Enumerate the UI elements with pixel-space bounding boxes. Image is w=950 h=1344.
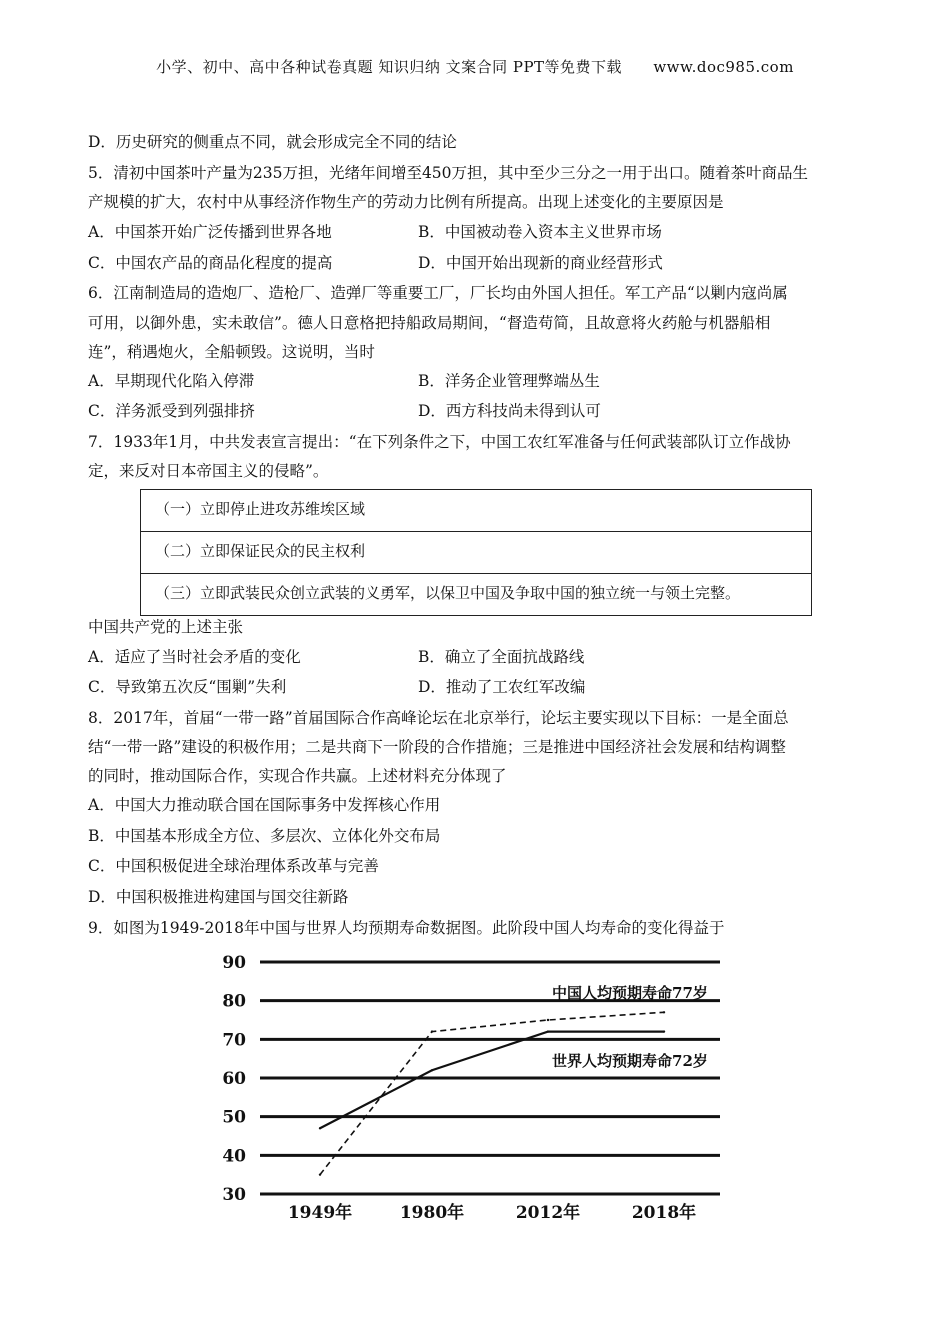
y-tick-label: 40 [222,1146,246,1167]
q5-stem-line2: 产规模的扩大，农村中从事经济作物生产的劳动力比例有所提高。出现上述变化的主要原因是 [88,193,724,211]
life-expectancy-chart [200,950,740,1230]
world-series-line [320,1032,664,1129]
q8-stem-line2: 结“一带一路”建设的积极作用；二是共商下一阶段的合作措施；三是推进中国经济社会发展和结构调整 [88,738,786,756]
q7-option-d: D．推动了工农红军改编 [418,678,586,696]
y-tick-label: 30 [222,1185,246,1205]
world-point [431,1069,433,1071]
q6-stem-line2: 可用，以御外患，实未敢信”。德人日意格把持船政局期间，“督造苟简，且故意将火药舱与机器船相 [88,314,771,332]
page-header [0,56,950,77]
x-tick-label: 1980年 [399,1203,465,1223]
q6-option-d: D．西方科技尚未得到认可 [418,402,601,420]
q6-option-c: C．洋务派受到列强排挤 [88,402,255,420]
q6-stem-line3: 连”，稍遇炮火，全船顿毁。这说明，当时 [88,343,375,361]
y-tick-label: 60 [222,1069,246,1089]
header-url: www.doc985.com [653,58,794,76]
q5-option-c: C．中国农产品的商品化程度的提高 [88,254,333,272]
q4-option-d: D．历史研究的侧重点不同，就会形成完全不同的结论 [88,133,457,151]
world-series-label: 世界人均预期寿命72岁 [552,1052,708,1070]
q5-option-d: D．中国开始出现新的商业经营形式 [418,254,663,272]
q7-condition-2: （二）立即保证民众的民主权利 [141,532,811,574]
china-point [547,1019,549,1021]
china-point [431,1030,433,1032]
q8-option-d: D．中国积极推进构建国与国交往新路 [88,888,349,906]
q8-option-b: B．中国基本形成全方位、多层次、立体化外交布局 [88,827,441,845]
q7-question: 中国共产党的上述主张 [88,618,244,636]
q8-stem-line1: 8．2017年，首届“一带一路”首届国际合作高峰论坛在北京举行，论坛主要实现以下目标：一是全面总 [88,709,789,727]
world-point [663,1030,665,1032]
q8-option-a: A．中国大力推动联合国在国际事务中发挥核心作用 [88,796,441,814]
q6-option-a: A．早期现代化陷入停滞 [88,372,255,390]
q7-conditions-table [140,489,812,616]
q6-option-b: B．洋务企业管理弊端丛生 [418,372,600,390]
y-tick-label: 50 [222,1107,246,1128]
y-tick-label: 70 [222,1030,246,1051]
q5-stem-line1: 5．清初中国茶叶产量为235万担，光绪年间增至450万担，其中至少三分之一用于出口。随着茶叶商品生 [88,164,809,182]
y-tick-label: 80 [222,991,246,1012]
x-tick-label: 2012年 [515,1203,581,1223]
world-point [319,1127,321,1129]
q5-option-a: A．中国茶开始广泛传播到世界各地 [88,223,332,241]
q5-option-b: B．中国被动卷入资本主义世界市场 [418,223,662,241]
y-tick-label: 90 [222,953,246,973]
x-tick-label: 2018年 [631,1203,697,1223]
china-series-line [320,1012,664,1174]
china-series-label: 中国人均预期寿命77岁 [552,984,708,1002]
header-text: 小学、初中、高中各种试卷真题 知识归纳 文案合同 PPT等免费下载 [156,58,623,76]
q7-condition-3: （三）立即武装民众创立武装的义勇军，以保卫中国及争取中国的独立统一与领土完整。 [155,584,741,602]
china-point [663,1011,665,1013]
q7-option-b: B．确立了全面抗战路线 [418,648,585,666]
q7-option-a: A．适应了当时社会矛盾的变化 [88,648,301,666]
q7-stem-line1: 7．1933年1月，中共发表宣言提出：“在下列条件之下，中国工农红军准备与任何武装部队订立作战协 [88,433,791,451]
q7-option-c: C．导致第五次反“围剿”失利 [88,678,287,696]
china-point [319,1173,321,1175]
q8-option-c: C．中国积极促进全球治理体系改革与完善 [88,857,379,875]
x-tick-label: 1949年 [287,1203,353,1223]
q7-condition-1: （一）立即停止进攻苏维埃区域 [141,490,811,532]
q9-stem-line1: 9．如图为1949-2018年中国与世界人均预期寿命数据图。此阶段中国人均寿命的变化得益于 [88,919,725,937]
world-point [547,1030,549,1032]
q7-stem-line2: 定，来反对日本帝国主义的侵略”。 [88,462,329,480]
q8-stem-line3: 的同时，推动国际合作，实现合作共赢。上述材料充分体现了 [88,767,507,785]
q6-stem-line1: 6．江南制造局的造炮厂、造枪厂、造弹厂等重要工厂，厂长均由外国人担任。军工产品“以剿内寇尚属 [88,284,788,302]
